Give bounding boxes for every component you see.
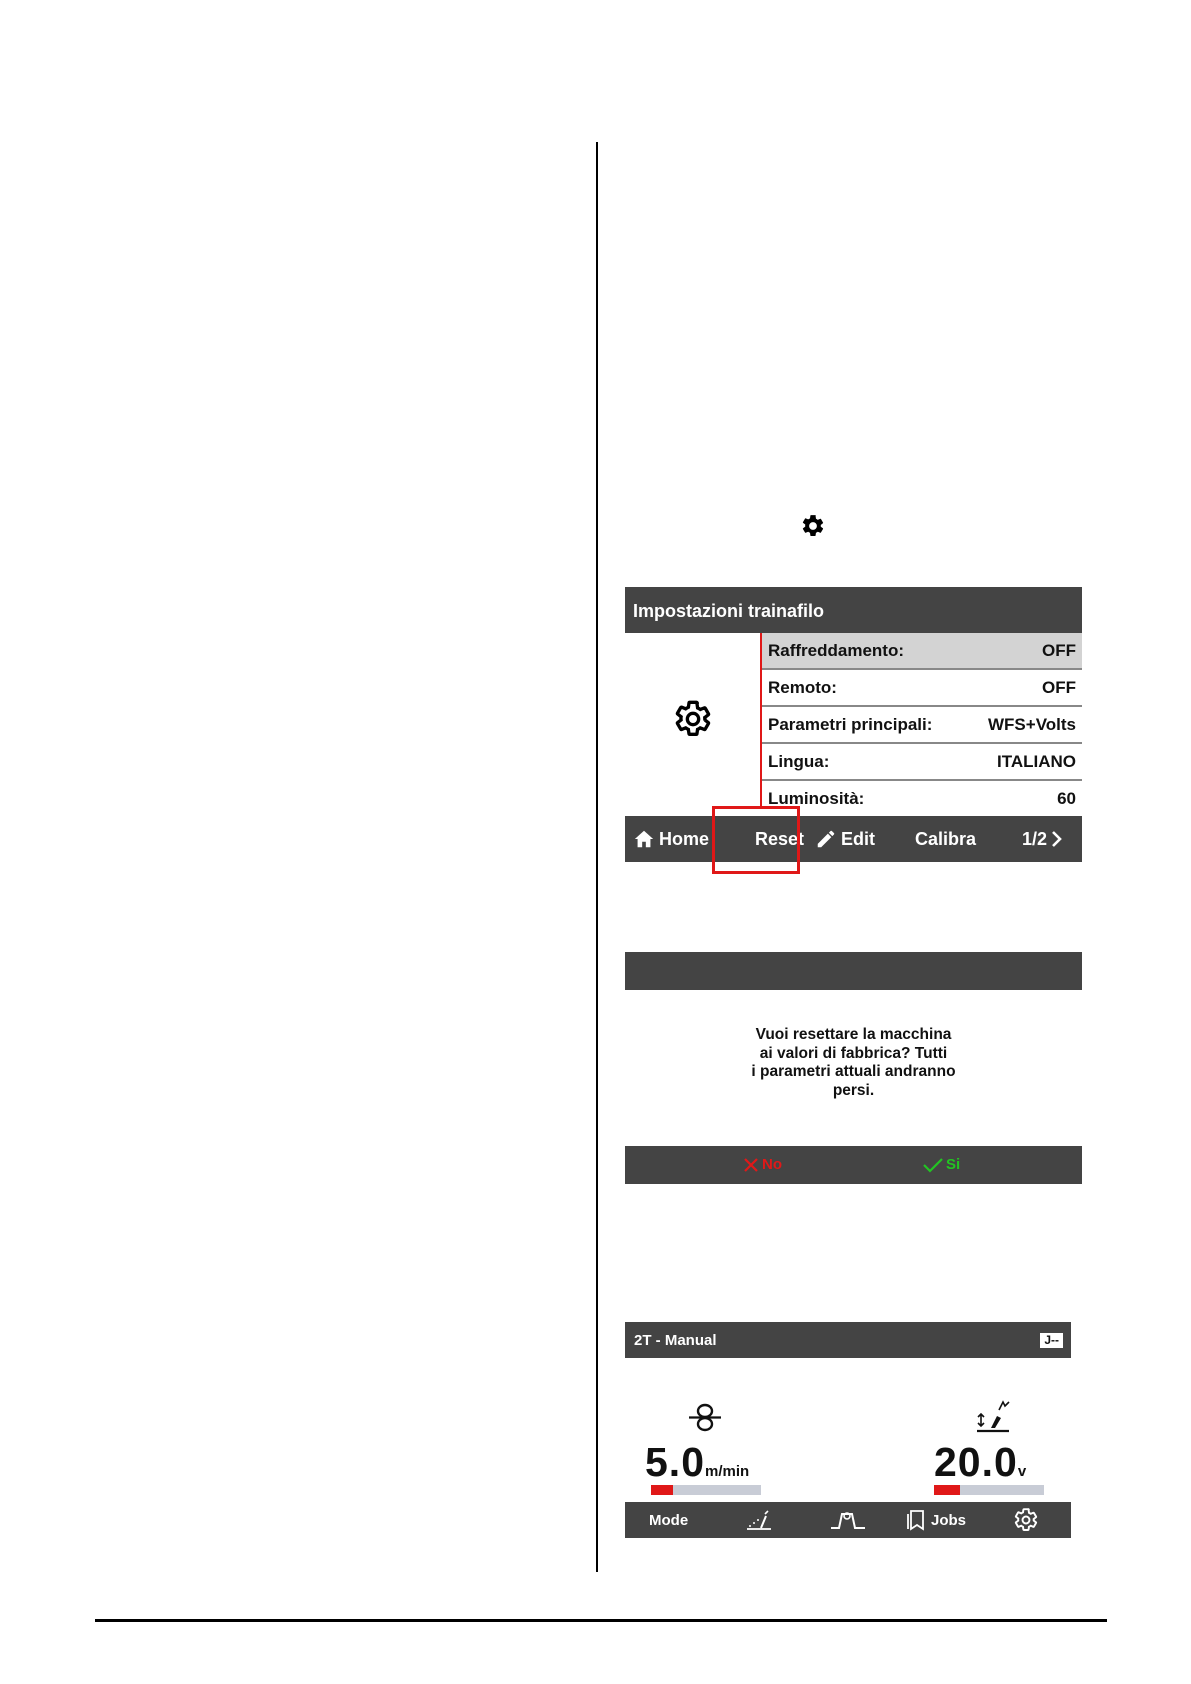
voltage-torch-icon [973, 1398, 1013, 1434]
setting-label: Raffreddamento: [768, 640, 905, 660]
voltage-unit: v [1017, 1463, 1027, 1480]
setting-value: ITALIANO [996, 751, 1076, 771]
wire-speed-value: 5.0 [645, 1439, 705, 1485]
bottom-key-bar [625, 1502, 1071, 1538]
wire-speed-gauge [651, 1485, 761, 1495]
no-label: No [762, 1156, 782, 1173]
torch-icon [745, 1508, 773, 1532]
gear-icon [800, 513, 826, 539]
page-footer-rule [95, 1619, 1107, 1622]
waveform-button[interactable] [829, 1502, 869, 1538]
setting-row-brightness[interactable] [762, 781, 1082, 816]
settings-gear-icon [673, 699, 713, 739]
setting-label: Remoto: [768, 677, 837, 697]
setting-value: OFF [1042, 677, 1076, 697]
voltage-value: 20.0 [934, 1439, 1018, 1485]
setting-value: 60 [1057, 788, 1076, 808]
setting-label: Luminosità: [768, 788, 865, 808]
setting-row-main-params[interactable] [762, 707, 1082, 744]
soft-key-bar [625, 816, 1082, 862]
settings-icon-panel [625, 633, 760, 801]
edit-button[interactable] [815, 816, 875, 862]
setting-row-language[interactable] [762, 744, 1082, 781]
no-button[interactable] [743, 1146, 782, 1184]
screen-title: Impostazioni trainafilo [625, 587, 1082, 633]
voltage-gauge-fill [934, 1485, 960, 1495]
wire-spool-icon [685, 1402, 725, 1434]
message-line: persi. [832, 1081, 875, 1099]
reset-confirmation-screen [625, 952, 1082, 1184]
home-button[interactable] [633, 816, 709, 862]
setting-value: OFF [1042, 640, 1076, 660]
confirm-bar [625, 1146, 1082, 1184]
settings-button[interactable] [1013, 1502, 1039, 1538]
wire-feeder-settings-screen [625, 587, 1082, 862]
mode-header [625, 1322, 1071, 1358]
si-label: Si [946, 1156, 961, 1173]
setting-label: Lingua: [768, 751, 830, 771]
message-line: Vuoi resettare la macchina [755, 1026, 952, 1043]
job-badge: J-- [1040, 1333, 1063, 1348]
settings-list [762, 633, 1082, 816]
check-icon [923, 1157, 943, 1173]
page-indicator: 1/2 [1022, 829, 1048, 849]
jobs-icon [905, 1509, 927, 1531]
mode-title: 2T - Manual [634, 1332, 717, 1349]
setting-label: Parametri principali: [768, 714, 933, 734]
setting-value: WFS+Volts [988, 714, 1076, 734]
column-divider [596, 142, 598, 1572]
setting-row-cooling[interactable] [762, 633, 1082, 670]
waveform-icon [829, 1508, 869, 1532]
gear-icon [1013, 1507, 1039, 1533]
home-icon [633, 828, 655, 850]
message-line: ai valori di fabbrica? Tutti [759, 1044, 948, 1062]
pencil-icon [815, 828, 837, 850]
dialog-header [625, 952, 1082, 990]
chevron-right-icon [1051, 830, 1063, 848]
main-welding-screen [625, 1322, 1071, 1538]
reset-label: Reset [755, 829, 805, 849]
torch-settings-button[interactable] [745, 1502, 773, 1538]
calibrate-button[interactable] [915, 816, 976, 862]
edit-label: Edit [841, 829, 875, 849]
reset-highlight-box [712, 806, 800, 874]
mode-button[interactable] [649, 1502, 688, 1538]
mode-label: Mode [649, 1511, 689, 1529]
reset-confirmation-message [625, 1026, 1082, 1100]
setting-row-remote[interactable] [762, 670, 1082, 707]
jobs-button[interactable] [905, 1502, 966, 1538]
cross-icon [743, 1157, 759, 1173]
message-line: i parametri attuali andranno [751, 1063, 956, 1080]
wire-speed-unit: m/min [705, 1463, 750, 1480]
next-page-button[interactable] [1022, 816, 1063, 862]
yes-button[interactable] [923, 1146, 960, 1184]
voltage-gauge [934, 1485, 1044, 1495]
wire-speed-gauge-fill [651, 1485, 673, 1495]
calibrate-label: Calibra [915, 829, 977, 849]
home-label: Home [659, 829, 710, 849]
jobs-label: Jobs [931, 1511, 967, 1529]
